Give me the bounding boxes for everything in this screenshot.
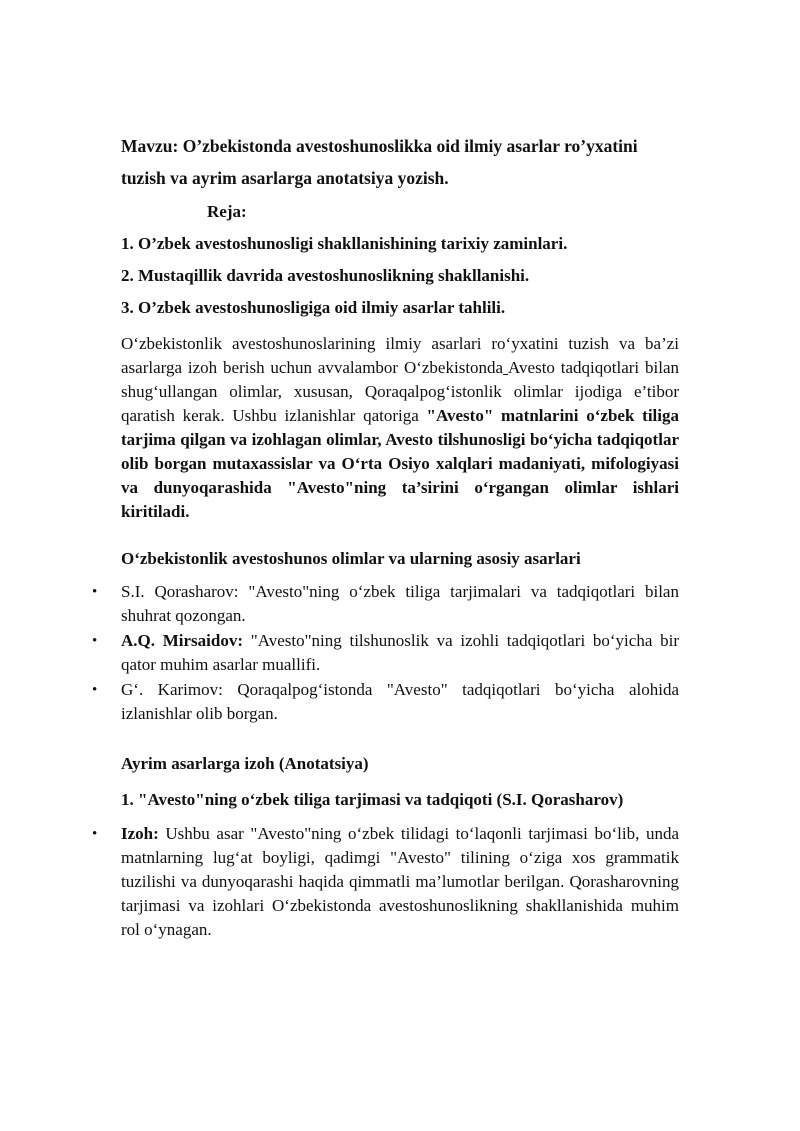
scholars-heading: O‘zbekistonlik avestoshunos olimlar va ularning asosiy asarlari <box>121 549 581 568</box>
annotation-label: Izoh: <box>121 824 159 843</box>
annotation-subheading: 1. "Avesto"ning o‘zbek tiliga tarjimasi va tadqiqoti (S.I. Qorasharov) <box>121 790 624 809</box>
intro-paragraph <box>121 332 679 524</box>
document-title-line-2: tuzish va ayrim asarlarga anotatsiya yozish. <box>121 168 449 188</box>
scholars-list <box>92 580 679 726</box>
plan-item: 3. O’zbek avestoshunosligiga oid ilmiy asarlar tahlili. <box>121 298 506 317</box>
scholar-name: A.Q. Mirsaidov: <box>121 631 244 650</box>
scholar-description: "Avesto"ning tilshunoslik va izohli tadqiqotlari bo‘yicha bir qator muhim asarlar muallifi. <box>121 631 679 674</box>
plan-item: 1. O’zbek avestoshunosligi shakllanishining tarixiy zaminlari. <box>121 234 568 253</box>
list-item <box>92 822 679 942</box>
plan-item: 2. Mustaqillik davrida avestoshunoslikning shakllanishi. <box>121 266 530 285</box>
list-item <box>92 580 679 628</box>
bullet-icon: • <box>92 826 98 842</box>
annotation-text: Ushbu asar "Avesto"ning o‘zbek tilidagi to‘laqonli tarjimasi bo‘lib, unda matnlarning lug‘at boyligi, qadimgi "Avesto" tilining o‘ziga xos grammatik tuzilishi va dunyoqarashi haqida qimmatli ma’lumotlar berilgan. Qorasharovning tarjimasi va izohlari O‘zbekistonda avestoshunoslikning shakllanishida muhim rol o‘ynagan. <box>121 824 679 939</box>
bullet-icon: • <box>92 682 98 698</box>
document-body <box>92 130 680 943</box>
annotations-heading: Ayrim asarlarga izoh (Anotatsiya) <box>121 754 369 773</box>
scholar-description: "Avesto"ning o‘zbek tiliga tarjimalari va tadqiqotlari bilan shuhrat qozongan. <box>121 582 679 625</box>
scholar-description: Qoraqalpog‘istonda "Avesto" tadqiqotlari bo‘yicha alohida izlanishlar olib borgan. <box>121 680 679 723</box>
list-item <box>92 678 679 726</box>
intro-text-part-2: Avesto tadqiqotlari bilan shug‘ullangan olimlar, xususan, Qoraqalpog‘istonlik olimlar ijodiga e’tibor qaratish kerak. Ushbu izlanishlar qatoriga <box>121 358 680 425</box>
scholar-name: G‘. Karimov: <box>121 680 223 699</box>
list-item <box>92 629 679 677</box>
intro-bold-text: "Avesto" matnlarini o‘zbek tiliga tarjima qilgan va izohlagan olimlar, Avesto tilshunosligi bo‘yicha tadqiqotlar olib borgan mutaxassislar va O‘rta Osiyo xalqlari madaniyati, mifologiyasi va dunyoqarashida "Avesto"ning ta’sirini o‘rgangan olimlar ishlari kiritiladi. <box>121 406 679 521</box>
scholar-name: S.I. Qorasharov: <box>121 582 239 601</box>
bullet-icon: • <box>92 633 98 649</box>
bullet-icon: • <box>92 584 98 600</box>
intro-text-part-1: O‘zbekistonlik avestoshunoslarining ilmiy asarlari ro‘yxatini tuzish va ba’zi asarlarga izoh berish uchun avvalambor O‘zbekistonda <box>121 334 679 377</box>
document-title-line-1: Mavzu: O’zbekistonda avestoshunoslikka oid ilmiy asarlar ro’yxatini <box>121 136 638 156</box>
plan-heading: Reja: <box>207 202 247 221</box>
plan-list <box>121 228 679 324</box>
annotation-list <box>92 822 679 942</box>
